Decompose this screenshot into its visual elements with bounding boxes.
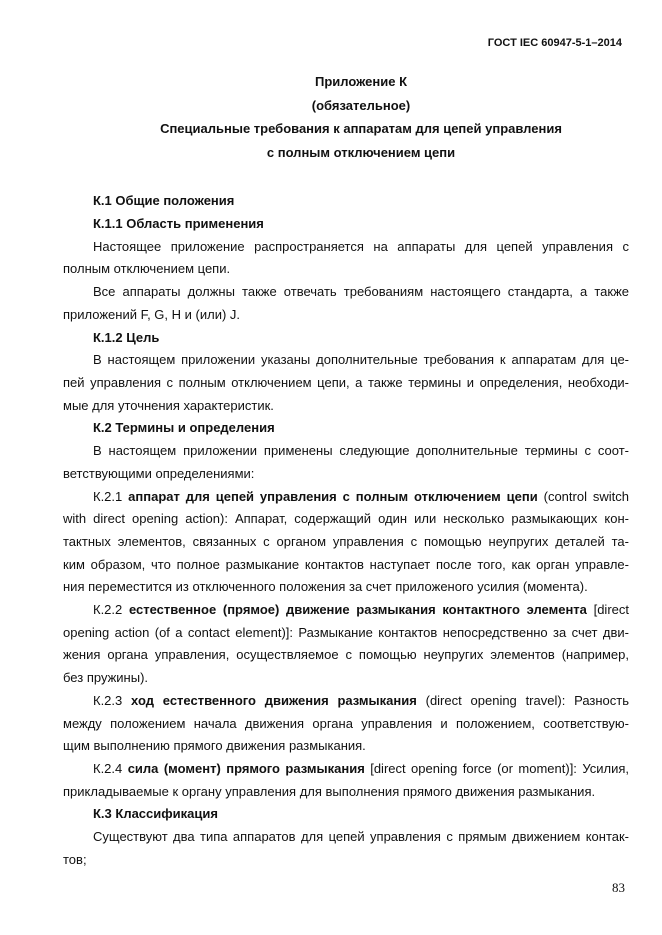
text-line: ким образом, что полное размыкание контактов наступает после того, как орган управле- [63,556,629,572]
text-line: тактных элементов, связанных с органом управления с помощью неупругих деталей та- [63,533,629,549]
paragraph-k1-2-purpose [63,349,629,417]
text-line: щим выполнению прямого движения размыкания. [63,738,366,754]
term-name: аппарат для цепей управления с полным отключением цепи [128,488,538,504]
appendix-title [93,70,629,164]
term-name: сила (момент) прямого размыкания [127,760,365,776]
term-text: [direct opening force (or moment)]: Усилия, [364,760,629,776]
document-code-header: ГОСТ IEC 60947-5-1–2014 [487,37,622,49]
text-line: with direct opening action): Аппарат, содержащий один или несколько размыкающих кон- [63,511,629,527]
appendix-title-line-2: (обязательное) [311,97,411,113]
text-line: Все аппараты должны также отвечать требованиям настоящего стандарта, а также [93,284,629,300]
section-heading-k2: К.2 Термины и определения [93,420,275,436]
text-line: без пружины). [63,670,149,686]
term-number: К.2.1 [93,488,129,504]
term-number: К.2.2 [93,602,129,618]
text-line: В настоящем приложении указаны дополнительные требования к аппаратам для це- [93,352,629,368]
text-line: Настоящее приложение распространяется на аппараты для цепей управления с [93,238,629,254]
section-heading-k1-2: К.1.2 Цель [93,329,160,345]
text-line: жения органа управления, осуществляемое с помощью неупругих элементов (например, [63,647,629,663]
term-name: естественное (прямое) движение размыкания контактного элемента [128,602,587,618]
text-line: полным отключением цепи. [63,261,231,277]
term-k2-4 [63,758,629,803]
term-number: К.2.3 [93,692,132,708]
text-line: прикладываемые к органу управления для выполнения прямого движения размыкания. [63,783,596,799]
text-line: Существуют два типа аппаратов для цепей управления с прямым движением контак- [93,829,629,845]
text-line: мые для уточнения характеристик. [63,397,274,413]
term-text: (direct opening travel): Разность [416,692,630,708]
term-name: ход естественного движения размыкания [131,692,417,708]
term-text: [direct [586,602,629,618]
term-k2-1 [63,486,629,600]
text-line: ветствующими определениями: [63,465,255,481]
text-line: opening action (of a contact element)]: Размыкание контактов непосредственно за счет дви- [63,624,629,640]
text-line [63,758,629,781]
text-line: ния переместится из отключенного положения за счет приложеного усилия (момента). [63,579,588,595]
appendix-title-line-3: Специальные требования к аппаратам для цепей управления [160,121,562,137]
term-number: К.2.4 [93,760,128,776]
term-k2-3 [63,690,629,758]
page-number: 83 [612,880,625,895]
page-content [63,70,630,871]
text-line: тов; [63,851,87,867]
text-line: приложений F, G, H и (или) J. [63,306,241,322]
text-line [63,599,629,622]
term-text: (control switch [537,488,629,504]
paragraph-k3-classification [63,826,629,871]
paragraph-k1-1-requirements [63,281,629,326]
text-line [63,690,629,713]
term-k2-2 [63,599,629,690]
appendix-title-line-1: Приложение К [314,74,408,89]
paragraph-k1-1-scope [63,236,629,281]
section-heading-k3: К.3 Классификация [93,806,218,822]
paragraph-k2-intro [63,440,629,485]
text-line: пей управления с полным отключением цепи, а также термины и определения, необходи- [63,375,629,390]
appendix-title-line-4: с полным отключением цепи [266,144,456,160]
text-line [63,486,629,509]
text-line: В настоящем приложении применены следующие дополнительные термины с соот- [93,443,629,459]
section-heading-k1-1: К.1.1 Область применения [93,216,264,232]
section-heading-k1: К.1 Общие положения [93,193,235,209]
text-line: между положением начала движения органа управления и положением, соответствую- [63,715,629,731]
